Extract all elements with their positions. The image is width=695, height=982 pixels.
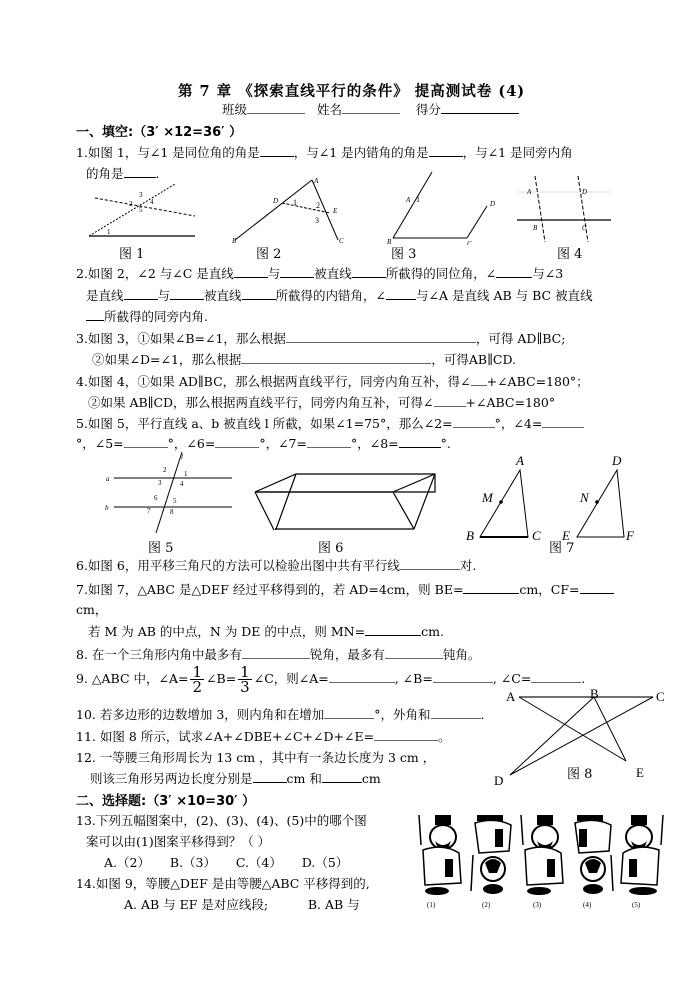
q13-option-d[interactable]: D.（5） bbox=[301, 855, 349, 870]
question-14-options bbox=[124, 895, 360, 913]
svg-text:D: D bbox=[612, 453, 622, 468]
figure-2 bbox=[230, 175, 350, 245]
svg-text:2: 2 bbox=[316, 201, 320, 210]
q1-blank-1[interactable] bbox=[260, 145, 294, 157]
svg-text:1: 1 bbox=[416, 195, 420, 204]
svg-text:D: D bbox=[582, 188, 588, 196]
svg-text:5: 5 bbox=[139, 206, 143, 214]
q4-blank-2[interactable] bbox=[434, 395, 466, 407]
svg-text:(3): (3) bbox=[533, 901, 542, 909]
q9-blank-a[interactable] bbox=[329, 671, 395, 683]
q14-option-a[interactable]: A. AB 与 EF 是对应线段; bbox=[124, 897, 269, 912]
svg-text:6: 6 bbox=[154, 494, 158, 502]
q13-pictures bbox=[405, 810, 675, 910]
question-2-line3: 所截得的同旁内角. bbox=[86, 307, 208, 325]
svg-text:3: 3 bbox=[158, 479, 162, 487]
svg-text:B: B bbox=[232, 237, 237, 245]
question-7-line1: 7.如图 7，△ABC 是△DEF 经过平移得到的，若 AD=4cm，则 BE= cm，CF= bbox=[76, 580, 614, 598]
question-1-line2: 的角是 . bbox=[86, 166, 160, 181]
picture-4 bbox=[575, 815, 613, 894]
picture-3 bbox=[521, 815, 563, 895]
q2-blank-3[interactable] bbox=[352, 266, 386, 278]
q5-blank-2[interactable] bbox=[453, 416, 495, 428]
q5-blank-8[interactable] bbox=[399, 436, 441, 448]
svg-text:E: E bbox=[562, 528, 570, 543]
section2-heading: 二、选择题:（3′ ×10=30′ ） bbox=[76, 794, 256, 809]
q1-blank-2[interactable] bbox=[429, 145, 463, 157]
svg-text:A: A bbox=[527, 188, 532, 196]
figure-7 bbox=[462, 450, 662, 545]
picture-2 bbox=[471, 815, 511, 894]
q11-blank[interactable] bbox=[374, 729, 438, 741]
q2-blank-4[interactable] bbox=[496, 266, 532, 278]
figure-2-caption: 图 2 bbox=[256, 247, 282, 262]
svg-text:B: B bbox=[466, 528, 474, 543]
svg-text:3: 3 bbox=[315, 216, 319, 225]
question-10: 10. 若多边形的边数增加 3，则内角和在增加 °，外角和 . bbox=[76, 707, 485, 722]
fraction-one-half: $\frac{1}{2}$ bbox=[192, 663, 203, 696]
q2-blank-9[interactable] bbox=[86, 309, 104, 321]
svg-text:A: A bbox=[506, 689, 516, 704]
page-title: 第 7 章 《探索直线平行的条件》 提高测试卷 (4) bbox=[178, 83, 526, 100]
score-label: 得分 bbox=[415, 102, 441, 117]
question-3-line2: ②如果∠D=∠1，那么根据 ，可得AB∥CD. bbox=[92, 352, 517, 367]
name-label: 姓名 bbox=[316, 102, 342, 117]
question-12-line2: 则该三角形另两边长度分别是 cm 和 cm bbox=[90, 771, 381, 786]
figure-5-caption: 图 5 bbox=[148, 541, 174, 556]
svg-text:A: A bbox=[314, 177, 319, 185]
picture-1 bbox=[419, 815, 461, 895]
question-4-line1: 4.如图 4，①如果 AD∥BC，那么根据两直线平行，同旁内角互补，得∠ +∠ABC=180°； bbox=[76, 374, 589, 389]
figure-4-caption: 图 4 bbox=[557, 247, 583, 262]
figure-3-caption: 图 3 bbox=[391, 247, 417, 262]
name-field[interactable] bbox=[342, 102, 400, 114]
q9-blank-c[interactable] bbox=[531, 671, 581, 683]
class-label: 班级 bbox=[222, 102, 248, 117]
class-field[interactable] bbox=[247, 102, 305, 114]
q13-option-b[interactable]: B.（3） bbox=[169, 855, 216, 870]
question-9: 9. △ABC 中，∠A= $\frac{1}{2}$ ∠B= $\frac{1}{3}$ ∠C，则∠A= , ∠B= , ∠C= . bbox=[76, 663, 586, 696]
q4-blank-1[interactable] bbox=[471, 374, 487, 386]
svg-text:7: 7 bbox=[147, 507, 151, 515]
svg-text:A: A bbox=[406, 196, 411, 204]
q10-blank-2[interactable] bbox=[431, 707, 481, 719]
q6-blank[interactable] bbox=[400, 558, 460, 570]
q14-option-b[interactable]: B. AB 与 bbox=[307, 897, 360, 912]
svg-text:8: 8 bbox=[170, 508, 174, 516]
svg-text:D: D bbox=[273, 197, 279, 205]
picture-5 bbox=[621, 815, 663, 895]
question-11: 11. 如图 8 所示，试求∠A+∠DBE+∠C+∠D+∠E= 。 bbox=[76, 729, 451, 744]
figure-6-caption: 图 6 bbox=[318, 541, 344, 556]
svg-text:a: a bbox=[106, 475, 110, 483]
svg-text:C: C bbox=[582, 224, 587, 232]
q8-blank-2[interactable] bbox=[385, 647, 443, 659]
figure-1-caption: 图 1 bbox=[119, 247, 145, 262]
q12-blank-1[interactable] bbox=[253, 771, 287, 783]
q2-blank-1[interactable] bbox=[234, 266, 268, 278]
svg-text:(1): (1) bbox=[427, 901, 436, 909]
svg-text:N: N bbox=[580, 490, 589, 505]
fraction-one-third: $\frac{1}{3}$ bbox=[240, 663, 250, 696]
svg-text:(4): (4) bbox=[583, 901, 592, 909]
figure-8-caption: 图 8 bbox=[567, 767, 593, 782]
svg-text:B: B bbox=[387, 238, 392, 245]
svg-text:3: 3 bbox=[139, 191, 143, 199]
score-field[interactable] bbox=[441, 102, 519, 114]
svg-text:2: 2 bbox=[163, 466, 167, 474]
svg-text:C: C bbox=[656, 689, 665, 704]
question-1-line1: 1.如图 1，与∠1 是同位角的角是 ，与∠1 是内错角的角是 ，与∠1 是同旁内角 bbox=[76, 145, 573, 160]
question-7-line2: cm， bbox=[76, 602, 108, 617]
question-13-line1: 13.下列五幅图案中，(2)、(3)、(4)、(5)中的哪个图 bbox=[76, 813, 367, 828]
q12-blank-2[interactable] bbox=[322, 771, 362, 783]
svg-text:4: 4 bbox=[180, 480, 184, 488]
figure-3 bbox=[385, 170, 495, 245]
section1-heading: 一、填空:（3′ ×12=36′ ） bbox=[76, 125, 243, 140]
svg-text:D: D bbox=[494, 773, 504, 788]
q2-blank-6[interactable] bbox=[170, 288, 204, 300]
question-14-line1: 14.如图 9，等腰△DEF 是由等腰△ABC 平移得到的, bbox=[76, 876, 370, 891]
q3-blank-1[interactable] bbox=[286, 331, 476, 343]
svg-text:D: D bbox=[490, 200, 495, 208]
q9-blank-b[interactable] bbox=[433, 671, 493, 683]
question-5-line2: °，∠5= °，∠6= °，∠7= °，∠8= °. bbox=[76, 436, 451, 451]
student-info-row bbox=[222, 100, 519, 118]
q10-blank-1[interactable] bbox=[324, 707, 374, 719]
q5-blank-7[interactable] bbox=[307, 436, 351, 448]
svg-text:A: A bbox=[516, 453, 524, 468]
question-4-line2: ②如果 AB∥CD，那么根据两直线平行，同旁内角互补，可得∠ +∠ABC=180° bbox=[88, 395, 556, 410]
question-6: 6.如图 6，用平移三角尺的方法可以检验出图中共有平行线 对. bbox=[76, 558, 477, 573]
svg-text:E: E bbox=[636, 765, 644, 780]
svg-text:B: B bbox=[533, 224, 538, 232]
figure-1 bbox=[85, 180, 215, 240]
svg-text:1: 1 bbox=[107, 228, 111, 236]
question-7-line3: 若 M 为 AB 的中点，N 为 DE 的中点，则 MN= cm. bbox=[88, 624, 444, 639]
svg-text:C: C bbox=[339, 237, 344, 245]
q8-blank-1[interactable] bbox=[242, 647, 310, 659]
figure-4 bbox=[515, 172, 615, 247]
q2-blank-7[interactable] bbox=[242, 288, 276, 300]
q13-option-a[interactable]: A.（2） bbox=[104, 855, 150, 870]
q2-blank-5[interactable] bbox=[124, 288, 158, 300]
q5-blank-5[interactable] bbox=[124, 436, 168, 448]
svg-text:(2): (2) bbox=[482, 901, 491, 909]
svg-text:C: C bbox=[532, 528, 541, 543]
svg-text:5: 5 bbox=[173, 497, 177, 505]
q7-blank-be[interactable] bbox=[463, 582, 519, 594]
svg-text:1: 1 bbox=[184, 470, 188, 478]
question-2-line2: 是直线 与 被直线 所截得的内错角，∠ 与∠A 是直线 AB 与 BC 被直线 bbox=[86, 288, 593, 303]
question-8: 8. 在一个三角形内角中最多有 锐角，最多有 钝角。 bbox=[76, 647, 481, 662]
q1-blank-3[interactable] bbox=[124, 166, 156, 178]
q7-blank-cf[interactable] bbox=[580, 582, 614, 594]
svg-text:E: E bbox=[333, 207, 338, 215]
q3-blank-2[interactable] bbox=[241, 352, 431, 364]
question-13-options bbox=[104, 853, 348, 871]
question-3-line1: 3.如图 3，①如果∠B=∠1，那么根据 ，可得 AD∥BC; bbox=[76, 331, 566, 346]
figure-7-caption: 图 7 bbox=[549, 541, 575, 556]
q5-blank-4[interactable] bbox=[542, 416, 584, 428]
svg-text:B: B bbox=[590, 686, 599, 701]
svg-text:(5): (5) bbox=[632, 901, 641, 909]
svg-text:4: 4 bbox=[150, 198, 154, 206]
figure-5 bbox=[100, 450, 240, 535]
q2-blank-8[interactable] bbox=[386, 288, 416, 300]
svg-text:1: 1 bbox=[293, 198, 297, 207]
question-2-line1: 2.如图 2，∠2 与∠C 是直线 与 被直线 所截得的同位角，∠ 与∠3 bbox=[76, 266, 564, 281]
question-13-line2: 案可以由(1)图案平移得到？（ ） bbox=[86, 834, 271, 849]
svg-text:l: l bbox=[181, 453, 183, 461]
svg-text:F: F bbox=[626, 528, 634, 543]
question-12-line1: 12. 一等腰三角形周长为 13 cm ，其中有一条边长度为 3 cm ， bbox=[76, 750, 436, 765]
q13-option-c[interactable]: C.（4） bbox=[235, 855, 282, 870]
svg-text:M: M bbox=[482, 490, 493, 505]
q7-blank-mn[interactable] bbox=[365, 624, 421, 636]
svg-text:C: C bbox=[467, 240, 472, 245]
figure-6 bbox=[250, 465, 440, 530]
svg-text:b: b bbox=[105, 504, 109, 512]
svg-text:2: 2 bbox=[129, 200, 133, 208]
q2-blank-2[interactable] bbox=[280, 266, 314, 278]
q5-blank-6[interactable] bbox=[215, 436, 259, 448]
question-5-line1: 5.如图 5，平行直线 a、b 被直线 l 所截，如果∠1=75°，那么∠2= °，∠4= bbox=[76, 414, 584, 432]
